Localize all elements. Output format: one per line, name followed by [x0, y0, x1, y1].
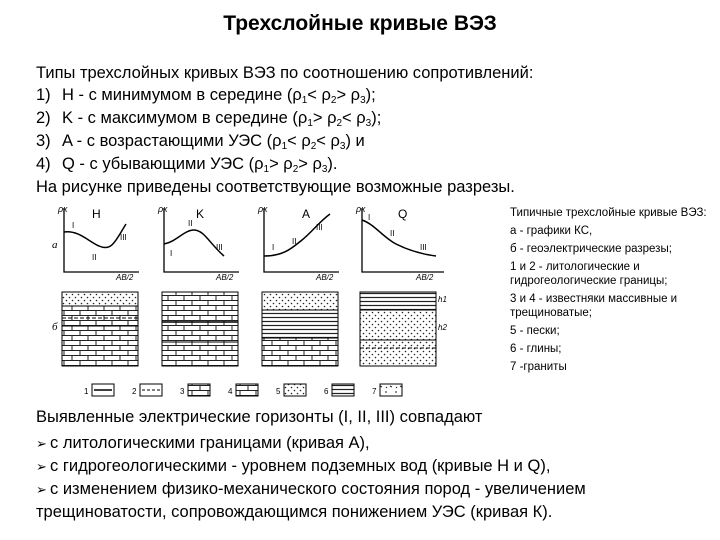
svg-text:III: III	[216, 243, 223, 252]
finding-item: ➢ с литологическими границами (кривая А),	[36, 432, 716, 455]
finding-item: ➢ с изменением физико-механического состояния пород - увеличением трещиноватости, сопровождающимся понижением УЭС (кривая К).	[36, 480, 586, 521]
curve-types-list	[36, 86, 381, 178]
legend-boxes	[92, 384, 402, 396]
arrow-bullet-icon: ➢	[36, 482, 47, 497]
ves-figure	[44, 200, 474, 405]
svg-text:III: III	[316, 223, 323, 232]
svg-text:AB/2: AB/2	[416, 273, 434, 282]
curve-type-item: 2) K - с максимумом в середине $(\rho_1> \rho_2< \rho_3)$;	[36, 109, 382, 129]
svg-text:AB/2: AB/2	[216, 273, 234, 282]
slide-title: Трехслойные кривые ВЭЗ	[223, 12, 497, 35]
svg-text:I: I	[272, 243, 275, 252]
legend-line: 5 - пески;	[510, 325, 560, 337]
legend-line: Типичные трехслойные кривые ВЭЗ:	[510, 207, 707, 219]
svg-text:A: A	[302, 207, 311, 221]
curve-type-item: 1) H - с минимумом в середине $(\rho_1< \rho_2> \rho_3)$;	[36, 86, 376, 106]
legend-number: 7	[372, 387, 377, 396]
svg-text:H: H	[92, 207, 101, 221]
finding-item: ➢ с гидрогеологическими - уровнем подземных вод (кривые H и Q),	[36, 455, 716, 478]
svg-text:ρк: ρк	[356, 204, 366, 214]
svg-text:h1: h1	[438, 295, 447, 304]
figure-note: На рисунке приведены соответствующие возможные разрезы.	[36, 178, 515, 196]
section-column-a	[262, 292, 338, 366]
svg-text:I: I	[72, 221, 75, 230]
figure-legend	[510, 206, 710, 378]
section-column-h	[62, 292, 138, 366]
svg-text:ρк: ρк	[158, 204, 168, 214]
legend-number: 5	[276, 387, 281, 396]
svg-text:ρк: ρк	[258, 204, 268, 214]
section-column-k	[162, 292, 238, 366]
row-label-a: а	[52, 239, 58, 251]
curve-type-item: 4) Q - с убывающими УЭС $(\rho_1> \rho_2> \rho_3)$.	[36, 155, 338, 175]
svg-text:AB/2: AB/2	[116, 273, 134, 282]
svg-text:II: II	[292, 237, 297, 246]
svg-text:II: II	[390, 229, 395, 238]
svg-text:AB/2: AB/2	[316, 273, 334, 282]
svg-text:ρк: ρк	[58, 204, 68, 214]
svg-text:I: I	[368, 213, 371, 222]
legend-line: б - геоэлектрические разрезы;	[510, 243, 672, 255]
svg-text:II: II	[92, 253, 97, 262]
svg-text:K: K	[196, 207, 205, 221]
section-column-q	[360, 292, 447, 366]
curve-panel-k	[157, 204, 239, 282]
svg-text:Q: Q	[398, 207, 408, 221]
legend-number: 1	[84, 387, 89, 396]
row-label-b: б	[52, 321, 58, 333]
legend-line: 6 - глины;	[510, 343, 562, 355]
svg-text:h2: h2	[438, 323, 447, 332]
curve-type-item: 3) A - с возрастающими УЭС $(\rho_1< \rho_2< \rho_3)$ и	[36, 132, 365, 152]
legend-line: 1 и 2 - литологические и гидрогеологические границы;	[510, 261, 668, 287]
findings-list	[36, 432, 716, 524]
legend-line: а - графики КС,	[510, 225, 593, 237]
curve-panel-a	[257, 204, 339, 282]
legend-number: 3	[180, 387, 185, 396]
legend-line: 3 и 4 - известняки массивные и трещиноватые;	[510, 293, 678, 319]
svg-text:III: III	[120, 233, 127, 242]
legend-line: 7 -граниты	[510, 361, 567, 373]
svg-text:I: I	[170, 249, 173, 258]
svg-text:II: II	[188, 219, 193, 228]
legend-number: 4	[228, 387, 233, 396]
arrow-bullet-icon: ➢	[36, 436, 47, 451]
intro-text: Типы трехслойных кривых ВЭЗ по соотношению сопротивлений:	[36, 64, 534, 82]
findings-heading: Выявленные электрические горизонты (I, II, III) совпадают	[36, 408, 483, 426]
legend-number: 6	[324, 387, 329, 396]
curve-panel-q	[355, 204, 444, 282]
legend-number: 2	[132, 387, 137, 396]
svg-text:III: III	[420, 243, 427, 252]
arrow-bullet-icon: ➢	[36, 459, 47, 474]
curve-panel-h	[57, 204, 139, 282]
